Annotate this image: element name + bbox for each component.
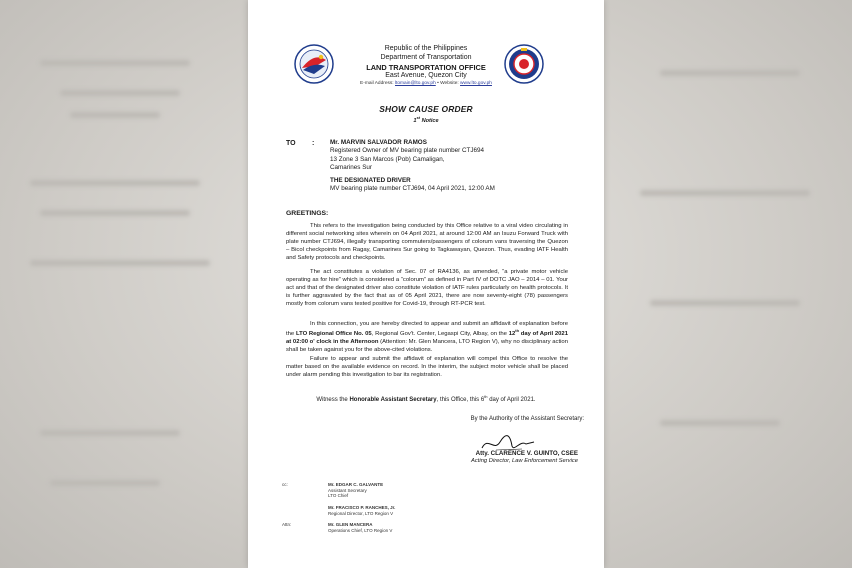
paragraph-1-text: This refers to the investigation being conducted by this Office relative to a viral video circulating in different social networking sites wherein on 04 April 2021, at around 12:00 AM an Isuzu Forward Truck with plate number CTJ694, illegally transporting commuters/passengers of colorum vans traversing the Quezon – Bicol checkpoints from Ragay, Camarines Sur going to Tagkawayan, Quezon. Thus, evading IATF Health and Safety protocols and checkpoints.: [286, 223, 568, 262]
paragraph-3-text: (Attention: Mr. Glen Mancera, LTO Region V), why no disciplinary action shall be taken against you for the above-cited violations.: [286, 339, 568, 354]
recipient-block: [330, 139, 580, 172]
cc-name: Mr. GLEN MANCERA: [328, 522, 373, 528]
to-label: TO: [286, 140, 296, 147]
signatory-name: Atty. CLARENCE V. GUINTO, CSEE: [475, 450, 578, 457]
cc-tag: [282, 505, 328, 516]
letterhead-contact: [248, 81, 604, 87]
letterhead-office: LAND TRANSPORTATION OFFICE: [366, 62, 486, 72]
notice-sup: st: [416, 115, 420, 120]
website-label: • Website:: [437, 81, 459, 87]
cc-entry: [282, 505, 482, 516]
witness-text: day of April 2021.: [489, 397, 536, 403]
letterhead-address: East Avenue, Quezon City: [385, 72, 467, 80]
notice-word: Notice: [421, 117, 439, 124]
paragraph-3: [286, 320, 568, 354]
witness-authority: Honorable Assistant Secretary: [349, 397, 437, 403]
cc-role: LTO Chief: [328, 493, 349, 499]
cc-list: [282, 482, 482, 539]
recipient-name: Mr. MARVIN SALVADOR RAMOS: [330, 139, 427, 146]
witness-text: Witness the: [316, 397, 348, 403]
letterhead: [248, 45, 604, 87]
witness-text: , this Office, this 6: [436, 397, 485, 403]
letterhead-department: Department of Transportation: [380, 53, 472, 61]
signatory-block: [448, 450, 578, 466]
hearing-time: day of April 2021 at 02:00 o' clock in the Afternoon: [286, 331, 568, 346]
document-page: [248, 0, 604, 568]
cc-role: Assistant Secretary: [328, 487, 367, 493]
to-colon: :: [312, 140, 315, 147]
cc-role: Regional Director, LTO Region V: [328, 510, 394, 516]
authority-line: By the Authority of the Assistant Secretary:: [470, 416, 584, 422]
cc-name: Mr. FRACISCO P. RANCHES, Jr.: [328, 504, 396, 510]
cc-role: Operations Chief, LTO Region V: [328, 527, 393, 533]
website-link[interactable]: www.lto.gov.ph: [460, 81, 492, 87]
cc-entry: [282, 522, 482, 533]
regional-office-name: LTO Regional Office No. 05: [295, 331, 372, 337]
paragraph-1: [286, 222, 568, 262]
lto-seal-icon: [504, 44, 544, 84]
paragraph-3-text: , Regional Gov't. Center, Legaspi City, Albay, on the: [371, 331, 507, 337]
notice-num: 1: [413, 117, 417, 124]
paragraph-2: [286, 268, 568, 308]
driver-block: [330, 177, 580, 194]
driver-line: MV bearing plate number CTJ694, 04 April 2021, 12:00 AM: [330, 185, 495, 193]
paragraph-4: [286, 355, 568, 379]
witness-line: [248, 394, 604, 405]
greeting: GREETINGS:: [286, 210, 329, 217]
letterhead-republic: Republic of the Philippines: [384, 45, 468, 52]
hearing-day-sup: th: [515, 328, 520, 334]
paragraph-2-text: The act constitutes a violation of Sec. 07 of RA4136, as amended, “a private motor vehicle operating as for hire” which is considered a “colorum” as defined in Part IV of DOTC JAO – 2014 – 01. Your act and that of the designated driver also constitute violation of IATF rules particularly on health protocols. It is further aggravated by the fact that as of 05 April 2021, there are now seventy-eight (78) passengers mostly from colorum vans tested positive for Covid-19, through RT-PCR test.: [286, 269, 568, 308]
notice-number: [248, 115, 604, 125]
paragraph-4-text: Failure to appear and submit the affidavit of explanation will compel this Office to resolve the matter based on the available evidence on record. In the interim, the subject motor vehicle shall be placed under alarm pending this investigation to bar its registration.: [286, 356, 568, 379]
signatory-title: Acting Director, Law Enforcement Service: [471, 458, 578, 465]
document-title: SHOW CAUSE ORDER: [379, 104, 473, 114]
recipient-line: Camarines Sur: [330, 163, 372, 171]
cc-entry: [282, 482, 482, 499]
cc-tag: cc:: [282, 482, 288, 487]
recipient-line: Registered Owner of MV bearing plate number CTJ694: [330, 147, 485, 155]
email-label: E-mail Address:: [360, 81, 394, 87]
hearing-day: 12: [508, 331, 516, 337]
driver-name: THE DESIGNATED DRIVER: [330, 177, 411, 184]
email-link[interactable]: ltomain@lto.gov.ph: [394, 81, 436, 87]
witness-sup: th: [484, 394, 488, 399]
recipient-line: 13 Zone 3 San Marcos (Pob) Camaligan,: [330, 155, 445, 163]
paragraph-3-text: In this connection, you are hereby directed to appear and submit an affidavit of explanation before the: [286, 321, 568, 337]
cc-tag: Attn:: [282, 522, 292, 528]
cc-name: Mr. EDGAR C. GALVANTE: [328, 482, 384, 487]
